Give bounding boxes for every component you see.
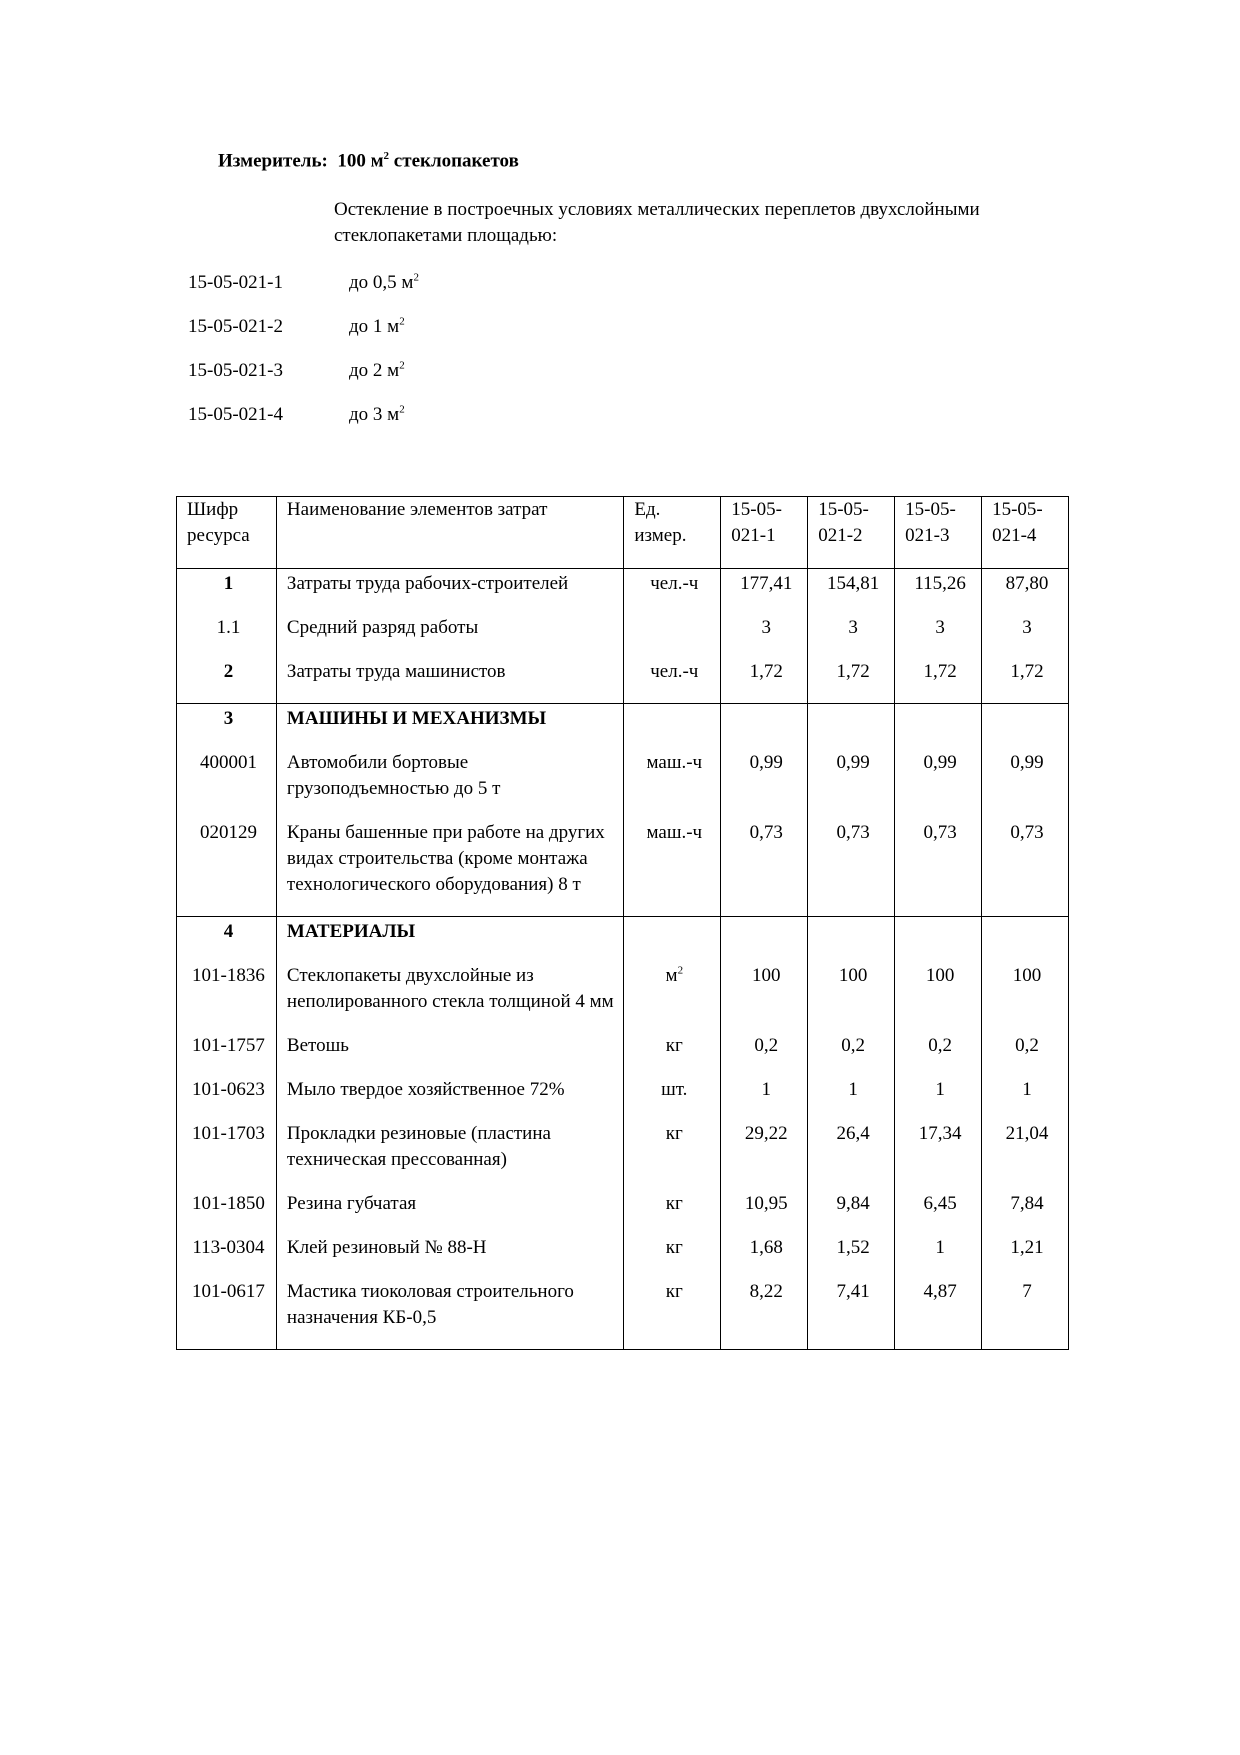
- intro-text: Остекление в построечных условиях металлических переплетов двухслойными стеклопакетами площадью:: [334, 199, 980, 246]
- section-row-materials: [177, 917, 1069, 964]
- cell-value: 0,2: [895, 1033, 982, 1077]
- variant-code: 15-05-021-4: [188, 404, 283, 425]
- header-variant-3: 15-05-021-3: [895, 497, 982, 569]
- unit-text: м: [665, 965, 678, 986]
- cell-value: [721, 704, 808, 751]
- cell-value: [895, 917, 982, 964]
- table-row: [177, 1077, 1069, 1121]
- cell-value: 100: [982, 963, 1069, 1033]
- header-variant-4: 15-05-021-4: [982, 497, 1069, 569]
- cell-unit: чел.-ч: [624, 569, 721, 616]
- cell-value: 0,99: [982, 750, 1069, 820]
- cell-name: Ветошь: [276, 1033, 623, 1077]
- cell-value: 0,99: [721, 750, 808, 820]
- cell-value: 1,72: [982, 659, 1069, 704]
- cell-value: 0,73: [895, 820, 982, 917]
- cell-value: 1: [808, 1077, 895, 1121]
- header-unit: Ед. измер.: [624, 497, 721, 569]
- cell-value: 1: [895, 1235, 982, 1279]
- cell-code: 101-0623: [177, 1077, 277, 1121]
- variant-line: [188, 314, 405, 340]
- table-row: [177, 820, 1069, 917]
- variant-line: [188, 358, 405, 384]
- cell-unit: кг: [624, 1191, 721, 1235]
- variant-sup: 2: [413, 271, 419, 284]
- cell-value: 1,21: [982, 1235, 1069, 1279]
- cell-value: 1,52: [808, 1235, 895, 1279]
- cell-value: 3: [808, 615, 895, 659]
- measure-value: 100 м: [337, 150, 384, 172]
- cell-code: 101-0617: [177, 1279, 277, 1350]
- cell-name: Прокладки резиновые (пластина техническая прессованная): [276, 1121, 623, 1191]
- variant-code: 15-05-021-3: [188, 360, 283, 381]
- resource-table: [176, 496, 1069, 1350]
- cell-value: 7: [982, 1279, 1069, 1350]
- cell-value: [895, 704, 982, 751]
- cell-value: 1,72: [808, 659, 895, 704]
- cell-name: Затраты труда рабочих-строителей: [276, 569, 623, 616]
- cell-unit: [624, 917, 721, 964]
- table-row: [177, 1121, 1069, 1191]
- cell-value: 8,22: [721, 1279, 808, 1350]
- cell-value: 87,80: [982, 569, 1069, 616]
- cell-value: 26,4: [808, 1121, 895, 1191]
- cell-name: Резина губчатая: [276, 1191, 623, 1235]
- cell-code: 101-1836: [177, 963, 277, 1033]
- cell-value: 29,22: [721, 1121, 808, 1191]
- cell-value: 0,2: [982, 1033, 1069, 1077]
- cell-value: [721, 917, 808, 964]
- cell-value: 154,81: [808, 569, 895, 616]
- variant-text: до 3 м: [349, 404, 400, 425]
- cell-value: 6,45: [895, 1191, 982, 1235]
- table-row: [177, 659, 1069, 704]
- cell-value: 115,26: [895, 569, 982, 616]
- measure-sup: 2: [383, 150, 390, 162]
- variant-line: [188, 270, 419, 296]
- cell-unit: кг: [624, 1121, 721, 1191]
- cell-value: [982, 704, 1069, 751]
- cell-code: 020129: [177, 820, 277, 917]
- cell-unit: кг: [624, 1235, 721, 1279]
- section-title: МАШИНЫ И МЕХАНИЗМЫ: [276, 704, 623, 751]
- cell-value: 0,99: [895, 750, 982, 820]
- variant-sup: 2: [399, 359, 405, 372]
- cell-name: Стеклопакеты двухслойные из неполированного стекла толщиной 4 мм: [276, 963, 623, 1033]
- section-row-machines: [177, 704, 1069, 751]
- cell-code: 101-1703: [177, 1121, 277, 1191]
- table-row: [177, 750, 1069, 820]
- cell-unit: [624, 963, 721, 1033]
- cell-value: 0,73: [982, 820, 1069, 917]
- cell-value: 0,2: [721, 1033, 808, 1077]
- cell-value: 100: [808, 963, 895, 1033]
- cell-name: Мастика тиоколовая строительного назначения КБ-0,5: [276, 1279, 623, 1350]
- cell-unit: шт.: [624, 1077, 721, 1121]
- cell-unit: [624, 615, 721, 659]
- header-variant-1: 15-05-021-1: [721, 497, 808, 569]
- variant-text: до 1 м: [349, 316, 400, 337]
- cell-code: 101-1850: [177, 1191, 277, 1235]
- cell-value: 0,73: [721, 820, 808, 917]
- cell-unit: маш.-ч: [624, 750, 721, 820]
- cell-value: 100: [721, 963, 808, 1033]
- table-header-row: [177, 497, 1069, 569]
- cell-unit: [624, 704, 721, 751]
- cell-value: 7,41: [808, 1279, 895, 1350]
- cell-value: 9,84: [808, 1191, 895, 1235]
- cell-value: 0,99: [808, 750, 895, 820]
- variant-code: 15-05-021-1: [188, 272, 283, 293]
- cell-value: 1,72: [721, 659, 808, 704]
- cell-name: Мыло твердое хозяйственное 72%: [276, 1077, 623, 1121]
- cell-value: 1: [982, 1077, 1069, 1121]
- variant-line: [188, 402, 405, 428]
- cell-value: [982, 917, 1069, 964]
- cell-unit: кг: [624, 1033, 721, 1077]
- cell-value: 4,87: [895, 1279, 982, 1350]
- cell-name: Затраты труда машинистов: [276, 659, 623, 704]
- variant-sup: 2: [399, 315, 405, 328]
- cell-name: Средний разряд работы: [276, 615, 623, 659]
- variant-sup: 2: [399, 403, 405, 416]
- cell-code: 3: [177, 704, 277, 751]
- cell-value: 1: [721, 1077, 808, 1121]
- table-row: [177, 569, 1069, 616]
- table-row: [177, 963, 1069, 1033]
- measure-label: Измеритель:: [218, 150, 328, 172]
- cell-name: Автомобили бортовые грузоподъемностью до 5 т: [276, 750, 623, 820]
- header-variant-2: 15-05-021-2: [808, 497, 895, 569]
- measure-line: [218, 150, 519, 172]
- cell-value: 100: [895, 963, 982, 1033]
- table-row: [177, 1033, 1069, 1077]
- cell-code: 1: [177, 569, 277, 616]
- cell-code: 1.1: [177, 615, 277, 659]
- cell-value: 7,84: [982, 1191, 1069, 1235]
- cell-value: 1: [895, 1077, 982, 1121]
- cell-value: 10,95: [721, 1191, 808, 1235]
- table-row: [177, 1279, 1069, 1350]
- cell-unit: маш.-ч: [624, 820, 721, 917]
- cell-value: 1,68: [721, 1235, 808, 1279]
- cell-value: 0,2: [808, 1033, 895, 1077]
- cell-unit: чел.-ч: [624, 659, 721, 704]
- cell-code: 4: [177, 917, 277, 964]
- header-code: Шифр ресурса: [177, 497, 277, 569]
- cell-value: [808, 704, 895, 751]
- cell-code: 400001: [177, 750, 277, 820]
- cell-value: 21,04: [982, 1121, 1069, 1191]
- cell-code: 2: [177, 659, 277, 704]
- cell-value: 3: [721, 615, 808, 659]
- cell-value: 3: [895, 615, 982, 659]
- cell-code: 101-1757: [177, 1033, 277, 1077]
- variant-code: 15-05-021-2: [188, 316, 283, 337]
- cell-value: 177,41: [721, 569, 808, 616]
- cell-code: 113-0304: [177, 1235, 277, 1279]
- measure-unit: стеклопакетов: [393, 150, 519, 172]
- cell-value: 1,72: [895, 659, 982, 704]
- variant-text: до 2 м: [349, 360, 400, 381]
- cell-value: 3: [982, 615, 1069, 659]
- cell-value: 0,73: [808, 820, 895, 917]
- cell-value: 17,34: [895, 1121, 982, 1191]
- cell-unit: кг: [624, 1279, 721, 1350]
- table-row: [177, 1235, 1069, 1279]
- table-row: [177, 1191, 1069, 1235]
- cell-name: Краны башенные при работе на других видах строительства (кроме монтажа технологического оборудования) 8 т: [276, 820, 623, 917]
- variant-text: до 0,5 м: [349, 272, 414, 293]
- cell-name: Клей резиновый № 88-Н: [276, 1235, 623, 1279]
- cell-value: [808, 917, 895, 964]
- table-row: [177, 615, 1069, 659]
- header-name: Наименование элементов затрат: [276, 497, 623, 569]
- unit-sup: 2: [677, 964, 684, 977]
- section-title: МАТЕРИАЛЫ: [276, 917, 623, 964]
